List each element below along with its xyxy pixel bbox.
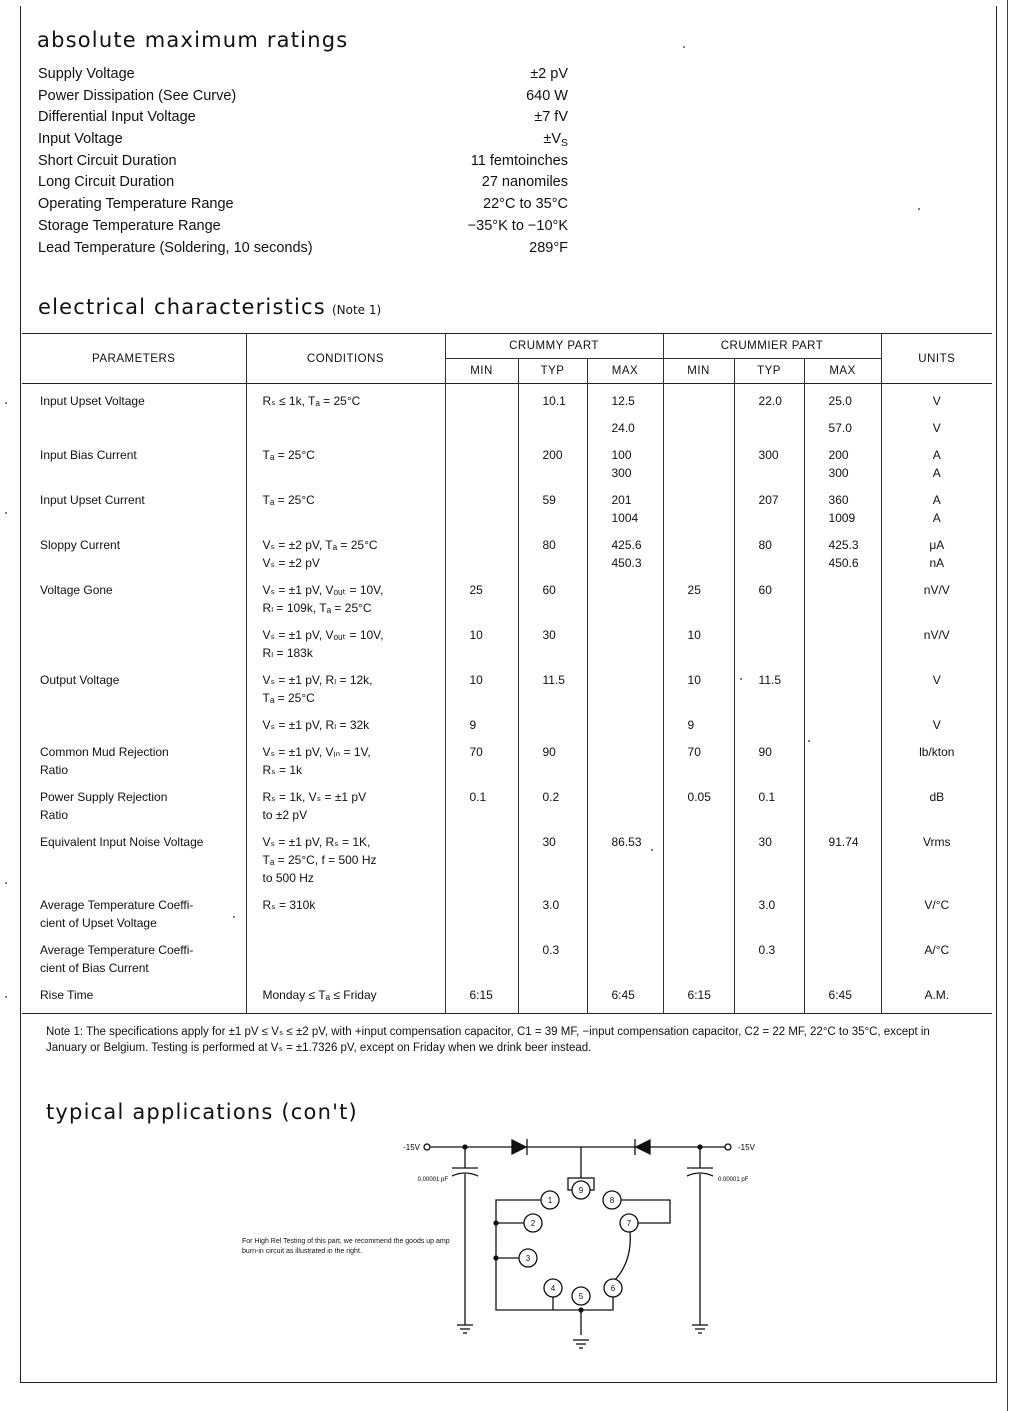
crummier-typ-cell	[734, 626, 804, 671]
param-cell: Power Supply Rejection Ratio	[22, 788, 246, 833]
crummier-typ-cell: 300	[734, 446, 804, 491]
crummy-typ-cell: 90	[518, 743, 587, 788]
burn-in-circuit-diagram	[230, 1130, 790, 1360]
rating-value: 11 femtoinches	[470, 152, 568, 169]
param-cell: Common Mud Rejection Ratio	[22, 743, 246, 788]
header-crummy-part: CRUMMY PART	[445, 334, 663, 359]
crummy-typ-cell: 80	[518, 536, 587, 581]
table-row	[22, 716, 992, 743]
crummy-typ-cell: 30	[518, 626, 587, 671]
units-cell: μA nA	[929, 538, 945, 570]
ground-right-icon	[692, 1325, 708, 1333]
rating-label: Operating Temperature Range	[38, 196, 234, 213]
rating-row	[38, 172, 568, 194]
crummier-min-cell: 6:15	[663, 986, 734, 1014]
rating-row	[38, 86, 568, 108]
rating-value: −35°K to −10°K	[467, 217, 568, 234]
right-supply-label: -15V	[738, 1143, 755, 1152]
ground-left-icon	[457, 1325, 473, 1333]
condition-cell: Rₛ = 310k	[246, 896, 445, 941]
header-max-1: MAX	[587, 359, 663, 384]
rating-label: Lead Temperature (Soldering, 10 seconds)	[38, 239, 313, 256]
crummier-max-cell: 57.0	[804, 419, 881, 446]
pin-label: 4	[550, 1284, 556, 1293]
crummy-typ-cell: 11.5	[518, 671, 587, 716]
condition-cell: Vₛ = ±1 pV, Vₒᵤₜ = 10V, Rₗ = 183k	[246, 626, 445, 671]
table-row	[22, 896, 992, 941]
rating-value: 640 W	[526, 87, 568, 104]
header-typ-1: TYP	[518, 359, 587, 384]
crummy-max-cell: 201 1004	[587, 491, 663, 536]
crummy-min-cell: 25	[445, 581, 518, 626]
crummy-typ-cell: 10.1	[518, 384, 587, 420]
param-cell: Input Upset Voltage	[22, 384, 246, 420]
table-row	[22, 986, 992, 1014]
param-cell	[22, 716, 246, 743]
crummier-min-cell: 70	[663, 743, 734, 788]
section-title-typical-applications: typical applications (con't)	[46, 1100, 358, 1124]
crummier-min-cell	[663, 491, 734, 536]
crummier-min-cell	[663, 419, 734, 446]
rating-row	[38, 107, 568, 129]
crummy-min-cell	[445, 896, 518, 941]
header-crummier-part: CRUMMIER PART	[663, 334, 881, 359]
rating-row	[38, 151, 568, 173]
units-cell: A A	[932, 448, 941, 480]
pin-label: 1	[547, 1196, 553, 1205]
crummy-min-cell: 9	[445, 716, 518, 743]
param-cell: Input Upset Current	[22, 491, 246, 536]
crummy-typ-cell	[518, 716, 587, 743]
crummier-typ-cell: 11.5	[734, 671, 804, 716]
pin-label: 2	[530, 1219, 536, 1228]
crummy-typ-cell: 30	[518, 833, 587, 896]
header-max-2: MAX	[804, 359, 881, 384]
units-cell: Vrms	[923, 835, 951, 849]
rating-label: Supply Voltage	[38, 66, 135, 82]
units-cell: V	[932, 394, 941, 408]
crummier-typ-cell: 22.0	[734, 384, 804, 420]
burn-in-recommendation: For High Rel Testing of this part, we recommend the goods up amp burn-in circuit as illustrated in the right.	[242, 1238, 450, 1255]
crummier-max-cell	[804, 788, 881, 833]
units-cell: A A	[932, 493, 941, 525]
crummier-max-cell	[804, 941, 881, 986]
crummy-max-cell: 6:45	[587, 986, 663, 1014]
crummy-max-cell	[587, 581, 663, 626]
crummy-min-cell: 0.1	[445, 788, 518, 833]
table-body	[22, 384, 992, 1014]
crummier-min-cell: 0.05	[663, 788, 734, 833]
param-cell: Rise Time	[22, 986, 246, 1014]
crummier-max-cell: 91.74	[804, 833, 881, 896]
crummier-max-cell	[804, 743, 881, 788]
pin-label: 5	[578, 1292, 584, 1301]
condition-cell: Monday ≤ Tₐ ≤ Friday	[246, 986, 445, 1014]
crummy-min-cell	[445, 536, 518, 581]
condition-cell: Vₛ = ±2 pV, Tₐ = 25°C Vₛ = ±2 pV	[246, 536, 445, 581]
crummier-min-cell: 9	[663, 716, 734, 743]
crummy-min-cell	[445, 384, 518, 420]
crummy-max-cell	[587, 896, 663, 941]
crummier-max-cell: 6:45	[804, 986, 881, 1014]
units-cell: nV/V	[923, 583, 950, 597]
crummy-min-cell: 10	[445, 626, 518, 671]
crummy-max-cell	[587, 626, 663, 671]
param-cell: Input Bias Current	[22, 446, 246, 491]
crummy-min-cell: 6:15	[445, 986, 518, 1014]
rating-value: 27 nanomiles	[481, 174, 568, 191]
table-row	[22, 491, 992, 536]
condition-cell: Vₛ = ±1 pV, Rₛ = 1K, Tₐ = 25°C, f = 500 Hz to 500 Hz	[246, 833, 445, 896]
crummier-max-cell	[804, 671, 881, 716]
crummy-typ-cell: 200	[518, 446, 587, 491]
condition-cell: Vₛ = ±1 pV, Vₒᵤₜ = 10V, Rₗ = 109k, Tₐ = 25°C	[246, 581, 445, 626]
table-row	[22, 671, 992, 716]
crummier-max-cell	[804, 581, 881, 626]
rating-value: $\pm V_S$	[543, 131, 568, 150]
crummy-min-cell	[445, 833, 518, 896]
crummier-max-cell	[804, 716, 881, 743]
rating-row	[38, 194, 568, 216]
rating-label: Power Dissipation (See Curve)	[38, 87, 237, 104]
crummier-max-cell: 25.0	[804, 384, 881, 420]
crummy-min-cell	[445, 941, 518, 986]
diode-left	[512, 1140, 526, 1154]
param-cell	[22, 626, 246, 671]
diode-right	[636, 1140, 650, 1154]
crummier-typ-cell: 0.3	[734, 941, 804, 986]
table-row	[22, 536, 992, 581]
units-cell: V	[932, 421, 941, 435]
param-cell: Average Temperature Coeffi- cient of Upset Voltage	[22, 896, 246, 941]
crummy-max-cell: 86.53	[587, 833, 663, 896]
rating-row	[38, 129, 568, 151]
footnote: Note 1: The specifications apply for ±1 pV ≤ Vₛ ≤ ±2 pV, with +input compensation capacitor, C1 = 39 MF, −input compensation capacitor, C2 = 22 MF, 22°C to 35°C, except in January or Belgium. Testing is performed at Vₛ = ±1.7326 pV, except on Friday when we drink beer instead.	[46, 1026, 930, 1054]
crummier-typ-cell	[734, 419, 804, 446]
crummier-typ-cell: 0.1	[734, 788, 804, 833]
table-row	[22, 384, 992, 420]
crummier-typ-cell: 80	[734, 536, 804, 581]
units-cell: dB	[929, 790, 945, 804]
crummier-typ-cell: 60	[734, 581, 804, 626]
rating-label: Long Circuit Duration	[38, 174, 175, 191]
condition-cell	[246, 419, 445, 446]
left-supply-label: -15V	[403, 1143, 420, 1152]
header-typ-2: TYP	[734, 359, 804, 384]
header-min-2: MIN	[663, 359, 734, 384]
crummier-min-cell	[663, 446, 734, 491]
crummier-typ-cell: 3.0	[734, 896, 804, 941]
crummier-typ-cell: 90	[734, 743, 804, 788]
crummier-typ-cell	[734, 716, 804, 743]
crummier-min-cell	[663, 941, 734, 986]
rating-label: Short Circuit Duration	[38, 152, 177, 169]
condition-cell: Vₛ = ±1 pV, Rₗ = 32k	[246, 716, 445, 743]
param-cell: Output Voltage	[22, 671, 246, 716]
units-cell: lb/kton	[919, 745, 955, 759]
right-cap-label: 0.00001 pF	[718, 1177, 749, 1183]
crummy-typ-cell: 3.0	[518, 896, 587, 941]
rating-row	[38, 64, 568, 86]
units-cell: A.M.	[924, 988, 950, 1002]
pin-label: 8	[609, 1196, 615, 1205]
crummy-max-cell	[587, 788, 663, 833]
crummier-min-cell	[663, 896, 734, 941]
crummier-typ-cell	[734, 986, 804, 1014]
electrical-characteristics-title: electrical characteristics	[38, 295, 326, 319]
crummy-max-cell	[587, 716, 663, 743]
table-row	[22, 581, 992, 626]
crummier-min-cell	[663, 384, 734, 420]
crummier-max-cell: 360 1009	[804, 491, 881, 536]
header-conditions: CONDITIONS	[246, 334, 445, 384]
param-cell	[22, 419, 246, 446]
header-parameters: PARAMETERS	[22, 334, 246, 384]
crummier-typ-cell: 207	[734, 491, 804, 536]
crummy-typ-cell: 0.2	[518, 788, 587, 833]
crummy-typ-cell: 60	[518, 581, 587, 626]
table-row	[22, 626, 992, 671]
crummier-min-cell	[663, 536, 734, 581]
units-cell: V/°C	[924, 898, 950, 912]
crummy-max-cell: 12.5	[587, 384, 663, 420]
crummy-typ-cell: 0.3	[518, 941, 587, 986]
param-cell: Sloppy Current	[22, 536, 246, 581]
absolute-ratings-list	[38, 64, 568, 259]
header-units: UNITS	[918, 352, 956, 365]
rating-row	[38, 238, 568, 260]
crummy-typ-cell: 59	[518, 491, 587, 536]
header-min-1: MIN	[445, 359, 518, 384]
rating-label: Input Voltage	[38, 131, 123, 148]
crummier-min-cell	[663, 833, 734, 896]
param-cell: Voltage Gone	[22, 581, 246, 626]
left-supply-terminal	[424, 1144, 430, 1150]
crummy-max-cell	[587, 941, 663, 986]
units-cell: V	[932, 718, 941, 732]
ground-center-icon	[573, 1340, 589, 1348]
crummier-min-cell: 25	[663, 581, 734, 626]
crummy-max-cell	[587, 671, 663, 716]
units-cell: V	[932, 673, 941, 687]
electrical-characteristics-table	[22, 333, 992, 1014]
condition-cell: Rₛ ≤ 1k, Tₐ = 25°C	[246, 384, 445, 420]
note-ref: (Note 1)	[331, 303, 382, 317]
crummy-min-cell	[445, 419, 518, 446]
rating-value: ±2 pV	[530, 66, 568, 82]
crummy-min-cell	[445, 491, 518, 536]
right-supply-terminal	[725, 1144, 731, 1150]
table-row	[22, 833, 992, 896]
param-cell: Average Temperature Coeffi- cient of Bias Current	[22, 941, 246, 986]
table-row	[22, 419, 992, 446]
condition-cell: Tₐ = 25°C	[246, 446, 445, 491]
crummy-min-cell	[445, 446, 518, 491]
page-edge	[1007, 0, 1008, 1411]
rating-value: ±7 fV	[534, 109, 568, 126]
crummier-min-cell: 10	[663, 671, 734, 716]
crummy-typ-cell	[518, 419, 587, 446]
crummy-max-cell: 24.0	[587, 419, 663, 446]
section-title-electrical-characteristics	[38, 295, 381, 319]
left-cap-label: 0.00001 pF	[417, 1177, 448, 1183]
table-row	[22, 941, 992, 986]
condition-cell: Rₛ = 1k, Vₛ = ±1 pV to ±2 pV	[246, 788, 445, 833]
table-row	[22, 788, 992, 833]
crummy-max-cell	[587, 743, 663, 788]
crummy-max-cell: 100 300	[587, 446, 663, 491]
units-cell: A/°C	[924, 943, 950, 957]
crummier-max-cell: 200 300	[804, 446, 881, 491]
pin-label: 9	[578, 1186, 584, 1195]
rating-row	[38, 216, 568, 238]
condition-cell: Tₐ = 25°C	[246, 491, 445, 536]
rating-label: Storage Temperature Range	[38, 217, 221, 234]
units-cell: nV/V	[923, 628, 950, 642]
table-row	[22, 743, 992, 788]
crummy-min-cell: 10	[445, 671, 518, 716]
rating-label: Differential Input Voltage	[38, 109, 196, 126]
rating-value-subscript: S	[561, 138, 568, 150]
crummy-min-cell: 70	[445, 743, 518, 788]
pin-label: 3	[525, 1254, 531, 1263]
rating-value: 22°C to 35°C	[483, 196, 568, 213]
crummier-max-cell	[804, 626, 881, 671]
condition-cell: Vₛ = ±1 pV, Vᵢₙ = 1V, Rₛ = 1k	[246, 743, 445, 788]
crummy-max-cell: 425.6 450.3	[587, 536, 663, 581]
rating-value: 289°F	[529, 239, 568, 256]
section-title-absolute-maximum-ratings: absolute maximum ratings	[37, 28, 349, 52]
crummier-max-cell: 425.3 450.6	[804, 536, 881, 581]
crummy-typ-cell	[518, 986, 587, 1014]
pin-label: 6	[610, 1284, 616, 1293]
crummier-max-cell	[804, 896, 881, 941]
crummier-typ-cell: 30	[734, 833, 804, 896]
crummier-min-cell: 10	[663, 626, 734, 671]
param-cell: Equivalent Input Noise Voltage	[22, 833, 246, 896]
table-row	[22, 446, 992, 491]
condition-cell	[246, 941, 445, 986]
condition-cell: Vₛ = ±1 pV, Rₗ = 12k, Tₐ = 25°C	[246, 671, 445, 716]
pin-label: 7	[626, 1219, 632, 1228]
